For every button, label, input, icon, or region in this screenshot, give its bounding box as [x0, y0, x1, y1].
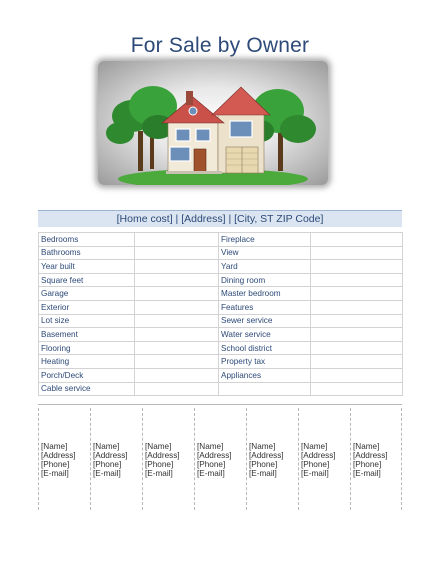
feature-value — [311, 287, 403, 301]
tear-off-tab[interactable] — [90, 408, 141, 510]
feature-value — [311, 260, 403, 274]
feature-label: Features — [219, 300, 311, 314]
contact-email: [E-mail] — [197, 469, 225, 478]
feature-value — [311, 382, 403, 396]
contact-phone: [Phone] — [145, 460, 174, 469]
tear-off-tab[interactable] — [194, 408, 245, 510]
page-title: For Sale by Owner — [130, 34, 310, 57]
contact-info — [301, 442, 336, 478]
contact-name: [Name] — [145, 442, 172, 451]
feature-value — [135, 246, 219, 260]
feature-label: Lot size — [39, 314, 135, 328]
table-row — [39, 382, 403, 396]
feature-label: Property tax — [219, 355, 311, 369]
contact-info — [41, 442, 76, 478]
feature-value — [311, 300, 403, 314]
feature-label: Bedrooms — [39, 233, 135, 247]
feature-value — [135, 341, 219, 355]
feature-label: Year built — [39, 260, 135, 274]
table-row — [39, 260, 403, 274]
feature-label: Flooring — [39, 341, 135, 355]
contact-phone: [Phone] — [249, 460, 278, 469]
feature-value — [135, 382, 219, 396]
feature-value — [135, 273, 219, 287]
contact-info — [93, 442, 128, 478]
contact-info — [197, 442, 232, 478]
contact-email: [E-mail] — [41, 469, 69, 478]
feature-value — [311, 246, 403, 260]
contact-name: [Name] — [93, 442, 120, 451]
tear-off-tab[interactable] — [246, 408, 297, 510]
feature-value — [311, 328, 403, 342]
feature-label: Master bedroom — [219, 287, 311, 301]
contact-email: [E-mail] — [145, 469, 173, 478]
feature-value — [311, 341, 403, 355]
contact-email: [E-mail] — [353, 469, 381, 478]
contact-info — [145, 442, 180, 478]
feature-label: Water service — [219, 328, 311, 342]
contact-address: [Address] — [93, 451, 128, 460]
contact-phone: [Phone] — [93, 460, 122, 469]
feature-value — [135, 314, 219, 328]
feature-value — [311, 355, 403, 369]
house-illustration-icon — [98, 61, 328, 185]
contact-phone: [Phone] — [41, 460, 70, 469]
table-row — [39, 287, 403, 301]
table-row — [39, 233, 403, 247]
table-row — [39, 300, 403, 314]
listing-banner: [Home cost] | [Address] | [City, ST ZIP Code] — [38, 210, 402, 227]
contact-phone: [Phone] — [353, 460, 382, 469]
contact-address: [Address] — [301, 451, 336, 460]
feature-label: Square feet — [39, 273, 135, 287]
tear-off-tab[interactable] — [350, 408, 402, 510]
feature-label: Yard — [219, 260, 311, 274]
feature-value — [135, 300, 219, 314]
feature-label: Basement — [39, 328, 135, 342]
contact-address: [Address] — [249, 451, 284, 460]
feature-label: Heating — [39, 355, 135, 369]
feature-value — [311, 314, 403, 328]
feature-label: School district — [219, 341, 311, 355]
feature-label: Porch/Deck — [39, 368, 135, 382]
tear-off-tab[interactable] — [298, 408, 349, 510]
tear-off-divider — [38, 404, 402, 405]
feature-value — [135, 368, 219, 382]
contact-phone: [Phone] — [197, 460, 226, 469]
house-picture — [98, 61, 328, 185]
feature-label: Fireplace — [219, 233, 311, 247]
contact-name: [Name] — [197, 442, 224, 451]
feature-value — [311, 233, 403, 247]
table-row — [39, 314, 403, 328]
contact-email: [E-mail] — [93, 469, 121, 478]
table-row — [39, 273, 403, 287]
feature-value — [135, 233, 219, 247]
feature-label — [219, 382, 311, 396]
contact-info — [249, 442, 284, 478]
contact-info — [353, 442, 388, 478]
feature-value — [311, 273, 403, 287]
feature-label: Cable service — [39, 382, 135, 396]
tear-off-tab[interactable] — [38, 408, 89, 510]
feature-label: Bathrooms — [39, 246, 135, 260]
contact-phone: [Phone] — [301, 460, 330, 469]
table-row — [39, 246, 403, 260]
feature-value — [135, 355, 219, 369]
table-row — [39, 328, 403, 342]
feature-label: Garage — [39, 287, 135, 301]
contact-address: [Address] — [353, 451, 388, 460]
feature-value — [135, 260, 219, 274]
feature-label: Exterior — [39, 300, 135, 314]
contact-name: [Name] — [41, 442, 68, 451]
tear-off-tab[interactable] — [142, 408, 193, 510]
contact-address: [Address] — [145, 451, 180, 460]
table-row — [39, 355, 403, 369]
contact-email: [E-mail] — [249, 469, 277, 478]
feature-label: View — [219, 246, 311, 260]
features-table — [38, 232, 403, 396]
contact-name: [Name] — [301, 442, 328, 451]
table-row — [39, 368, 403, 382]
contact-email: [E-mail] — [301, 469, 329, 478]
feature-value — [135, 287, 219, 301]
feature-label: Appliances — [219, 368, 311, 382]
feature-value — [135, 328, 219, 342]
feature-label: Sewer service — [219, 314, 311, 328]
table-row — [39, 341, 403, 355]
feature-label: Dining room — [219, 273, 311, 287]
contact-address: [Address] — [197, 451, 232, 460]
tear-off-tabs — [38, 408, 402, 510]
feature-value — [311, 368, 403, 382]
contact-address: [Address] — [41, 451, 76, 460]
contact-name: [Name] — [353, 442, 380, 451]
contact-name: [Name] — [249, 442, 276, 451]
